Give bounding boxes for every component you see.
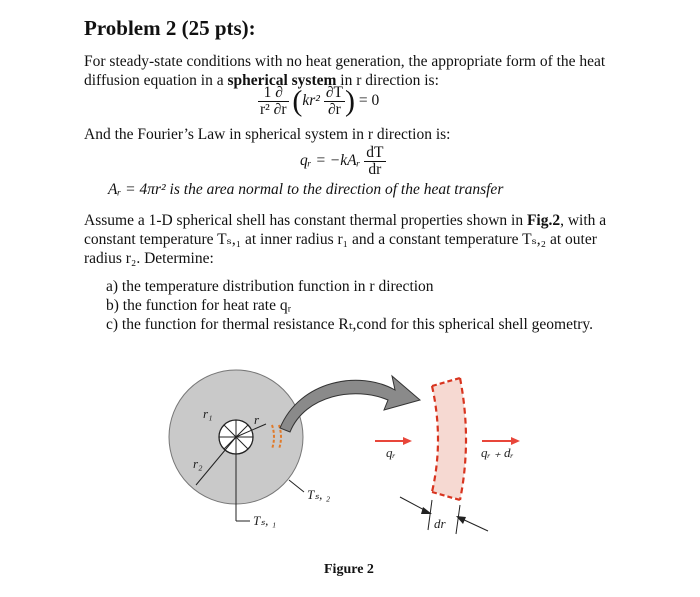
task-item-c: c) the function for thermal resistance Rₜ,cond for this spherical shell geometry. xyxy=(106,316,594,333)
intro-text-2: in r direction is: xyxy=(336,72,439,89)
intro-bold: spherical system xyxy=(227,72,337,89)
label-qrdr: qᵣ ₊ dᵣ xyxy=(481,445,514,460)
ts2-leader xyxy=(289,480,304,492)
eq2-lhs: qᵣ = −kAᵣ xyxy=(300,152,361,170)
eq1-close-paren: ) xyxy=(344,84,355,118)
assume-text-1: Assume a 1-D spherical shell has constant thermal properties shown in xyxy=(84,212,527,229)
label-qr: qᵣ xyxy=(386,445,396,460)
task-item-a: a) the temperature distribution function in r direction xyxy=(106,278,434,295)
figure-caption: Figure 2 xyxy=(324,562,374,577)
eq1-kr2: kr² xyxy=(302,92,320,110)
eq2-den: dr xyxy=(368,161,382,178)
assume-bold: Fig.2 xyxy=(526,212,561,229)
label-ts1: Tₛ, ₁ xyxy=(253,513,277,528)
intro-text-1: For steady-state conditions with no heat generation, the appropriate form of the heat diffusion equation in a xyxy=(84,53,606,89)
eq1-outer-num: 1 ∂ xyxy=(258,85,289,102)
area-definition: Aᵣ = 4πr² is the area normal to the direction of the heat transfer xyxy=(108,181,504,198)
eq1-inner-den: ∂r xyxy=(327,101,341,118)
label-ts2: Tₛ, ₂ xyxy=(307,487,331,502)
assume-text-2: , with a constant temperature Tₛ,₁ at inner radius r₁ and a constant temperature Tₛ,₂ at outer radius r₂. Determine: xyxy=(84,212,607,267)
label-dr: dr xyxy=(434,516,446,531)
fourier-line: And the Fourier’s Law in spherical system in r direction is: xyxy=(84,126,451,143)
eq1-rhs: = 0 xyxy=(358,92,380,110)
problem-title: Problem 2 (25 pts): xyxy=(84,16,256,40)
label-r: r xyxy=(254,412,260,427)
eq1-open-paren: ( xyxy=(292,84,303,118)
label-r1: r₁ xyxy=(203,406,213,421)
task-item-b: b) the function for heat rate qᵣ xyxy=(106,297,292,314)
label-r2: r₂ xyxy=(193,456,203,471)
eq1-outer-den: r² ∂r xyxy=(260,101,287,118)
eq1-inner-num: ∂T xyxy=(325,84,343,101)
eq2-num: dT xyxy=(366,144,384,161)
